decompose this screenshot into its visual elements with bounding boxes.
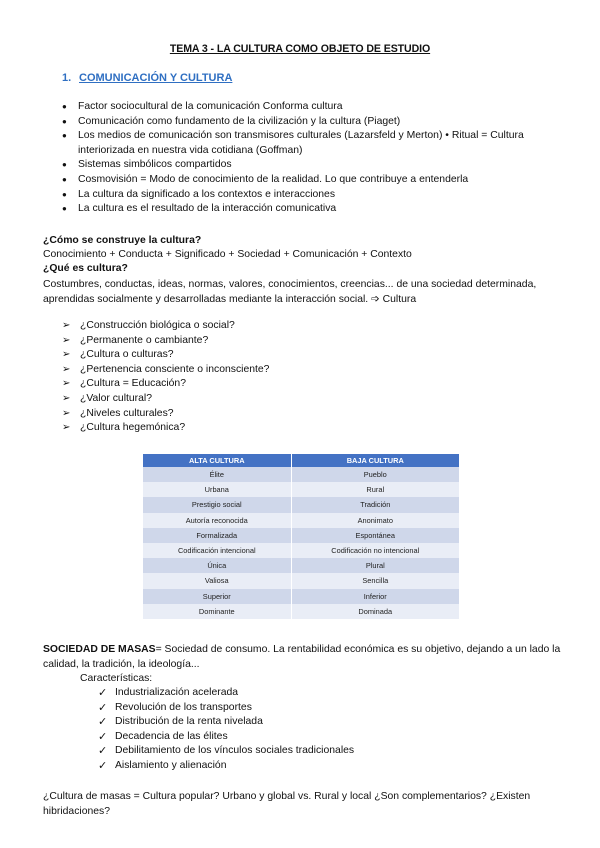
table-cell: Rural (291, 482, 459, 497)
list-item: ✓ Industrialización acelerada (98, 686, 354, 701)
list-item: ✓ Decadencia de las élites (98, 730, 354, 745)
list-item: ➢ ¿Pertenencia consciente o inconsciente? (62, 363, 269, 378)
masas-term: SOCIEDAD DE MASAS (43, 644, 156, 655)
answer-text: Costumbres, conductas, ideas, normas, valores, conocimientos, creencias... de una sociedad determinada, aprendidas socialmente y desarrolladas mediante la interacción social. ➩ Cultura (43, 279, 537, 305)
table-row (143, 589, 460, 604)
table-cell: Espontánea (291, 528, 459, 543)
masas-definition: = Sociedad de consumo. La rentabilidad económica es su objetivo, dejando a un lado la calidad, la tradición, la ideología... (43, 644, 561, 670)
question-heading: ¿Qué es cultura? (43, 263, 128, 274)
list-item: ● Los medios de comunicación son transmisores culturales (Lazarsfeld y Merton) • Ritual = Cultura interiorizada en nuestra vida cotidiana (Goffman) (62, 129, 562, 158)
column-header: ALTA CULTURA (143, 454, 291, 467)
masas-paragraph (43, 642, 563, 672)
table-row (143, 497, 460, 512)
table-cell: Urbana (143, 482, 291, 497)
table-cell: Tradición (291, 497, 459, 512)
list-item: ● Cosmovisión = Modo de conocimiento de la realidad. Lo que contribuye a entenderla (62, 173, 562, 188)
list-item: ➢ ¿Cultura o culturas? (62, 348, 269, 363)
bullet-list (62, 100, 562, 217)
section-number: 1. (62, 72, 72, 84)
list-item: ● La cultura es el resultado de la interacción comunicativa (62, 202, 562, 217)
section-title: COMUNICACIÓN Y CULTURA (79, 72, 233, 84)
table-cell: Anonimato (291, 513, 459, 528)
table-cell: Inferior (291, 589, 459, 604)
list-item: ➢ ¿Cultura = Educación? (62, 377, 269, 392)
table-cell: Élite (143, 467, 291, 482)
table-row (143, 543, 460, 558)
table-row (143, 482, 460, 497)
list-item: ● Factor sociocultural de la comunicación Conforma cultura (62, 100, 562, 115)
list-item: ✓ Debilitamiento de los vínculos sociales tradicionales (98, 744, 354, 759)
column-header: BAJA CULTURA (291, 454, 459, 467)
list-item: ● Sistemas simbólicos compartidos (62, 158, 562, 173)
arrow-list (62, 319, 269, 436)
list-item: ✓ Aislamiento y alienación (98, 759, 354, 774)
table-cell: Plural (291, 558, 459, 573)
table-cell: Dominante (143, 604, 291, 619)
table-cell: Pueblo (291, 467, 459, 482)
closing-question: ¿Cultura de masas = Cultura popular? Urbano y global vs. Rural y local ¿Son complementarios? ¿Existen hibridaciones? (43, 791, 531, 817)
table-row (143, 513, 460, 528)
list-item: ➢ ¿Construcción biológica o social? (62, 319, 269, 334)
table-row (143, 573, 460, 588)
table-cell: Dominada (291, 604, 459, 619)
list-item: ➢ ¿Cultura hegemónica? (62, 421, 269, 436)
list-item: ✓ Distribución de la renta nivelada (98, 715, 354, 730)
table-row (143, 528, 460, 543)
table-header-row (143, 454, 460, 467)
list-item: ➢ ¿Niveles culturales? (62, 407, 269, 422)
table-cell: Autoría reconocida (143, 513, 291, 528)
page-title: TEMA 3 - LA CULTURA COMO OBJETO DE ESTUDIO (169, 43, 431, 55)
table-row (143, 467, 460, 482)
list-item: ➢ ¿Valor cultural? (62, 392, 269, 407)
list-item: ➢ ¿Permanente o cambiante? (62, 334, 269, 349)
table-row (143, 558, 460, 573)
section-heading (62, 72, 232, 85)
list-item: ✓ Revolución de los transportes (98, 701, 354, 716)
table-cell: Codificación intencional (143, 543, 291, 558)
table-cell: Sencilla (291, 573, 459, 588)
check-list (98, 686, 354, 774)
list-item: ● La cultura da significado a los contextos e interacciones (62, 188, 562, 203)
table-cell: Formalizada (143, 528, 291, 543)
answer-text: Conocimiento + Conducta + Significado + Sociedad + Comunicación + Contexto (43, 249, 412, 260)
table-cell: Prestigio social (143, 497, 291, 512)
table-cell: Superior (143, 589, 291, 604)
culture-comparison-table (143, 454, 460, 619)
table-cell: Codificación no intencional (291, 543, 459, 558)
list-item: ● Comunicación como fundamento de la civilización y la cultura (Piaget) (62, 115, 562, 130)
table-row (143, 604, 460, 619)
question-heading: ¿Cómo se construye la cultura? (43, 235, 202, 246)
table-cell: Valiosa (143, 573, 291, 588)
table-cell: Única (143, 558, 291, 573)
characteristics-label: Características: (80, 673, 153, 684)
